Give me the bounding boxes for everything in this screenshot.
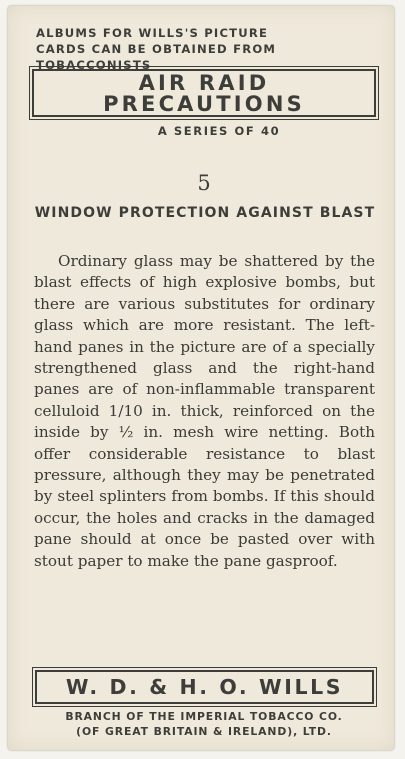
card-number: 5 xyxy=(197,171,211,195)
company-note xyxy=(8,709,400,739)
card-description: Ordinary glass may be shattered by the blast effects of high explosive bombs, but there are various substitutes for ordinary glass which are more resistant. The left-hand panes in the picture are of a specially strengthened glass and the right-hand panes are of non-inflammable transparent celluloid 1/10 in. thick, reinforced on the inside by ½ in. mesh wire netting. Both offer considerable resistance to blast pressure, although they may be penetrated by steel splinters from bombs. If this should occur, the holes and cracks in the damaged pane should at once be pasted over with stout paper to make the pane gasproof. xyxy=(34,252,375,570)
series-title-box xyxy=(32,69,376,117)
series-title-line: AIR RAID xyxy=(138,71,270,95)
album-notice-line: ALBUMS FOR WILLS'S PICTURE xyxy=(36,26,269,40)
album-notice-line: CARDS CAN BE OBTAINED FROM xyxy=(36,42,277,56)
company-note-line: BRANCH OF THE IMPERIAL TOBACCO CO. xyxy=(65,710,343,723)
album-notice xyxy=(36,25,386,73)
album-notice-line: TOBACCONISTS xyxy=(36,58,152,72)
series-count: A SERIES OF 40 xyxy=(157,124,281,138)
card-title: WINDOW PROTECTION AGAINST BLAST xyxy=(34,205,376,221)
brand-box: W. D. & H. O. WILLS xyxy=(35,670,374,704)
company-note-line: (OF GREAT BRITAIN & IRELAND), LTD. xyxy=(76,725,332,738)
cigarette-card xyxy=(8,6,394,750)
series-title-line: PRECAUTIONS xyxy=(103,92,305,116)
